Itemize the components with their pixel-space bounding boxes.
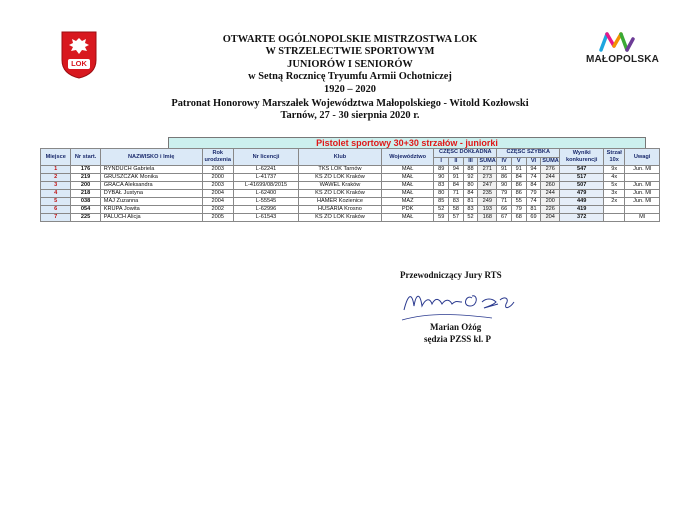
cell-series-vi: 74 bbox=[526, 198, 541, 206]
cell-series-v: 91 bbox=[511, 166, 526, 174]
cell-year: 2004 bbox=[202, 198, 233, 206]
cell-name: RYNDUCH Gabriela bbox=[100, 166, 202, 174]
table-row bbox=[41, 182, 660, 190]
col-license: Nr licencji bbox=[234, 149, 299, 166]
cell-series-iv: 67 bbox=[497, 214, 512, 222]
table-row bbox=[41, 190, 660, 198]
cell-name: MAJ Zuzanna bbox=[100, 198, 202, 206]
cell-sum-precision: 168 bbox=[478, 214, 497, 222]
cell-series-ii: 71 bbox=[449, 190, 464, 198]
cell-year: 2002 bbox=[202, 206, 233, 214]
header-title: OTWARTE OGÓLNOPOLSKIE MISTRZOSTWA LOK bbox=[222, 34, 478, 45]
cell-series-ii: 58 bbox=[449, 206, 464, 214]
cell-club: HUSARIA Krosno bbox=[299, 206, 382, 214]
results-table bbox=[40, 148, 660, 222]
cell-nr: 219 bbox=[71, 174, 100, 182]
cell-result: 372 bbox=[560, 214, 604, 222]
col-voivodeship: Województwo bbox=[381, 149, 433, 166]
cell-club: WAWEL Kraków bbox=[299, 182, 382, 190]
header-place-date: Tarnów, 27 - 30 sierpnia 2020 r. bbox=[280, 110, 420, 122]
cell-series-i: 85 bbox=[434, 198, 449, 206]
cell-series-iii: 88 bbox=[463, 166, 478, 174]
cell-sum-precision: 193 bbox=[478, 206, 497, 214]
cell-sum-rapid: 204 bbox=[541, 214, 560, 222]
cell-year: 2005 bbox=[202, 214, 233, 222]
cell-voivodeship: MAŁ bbox=[381, 174, 433, 182]
cell-sum-rapid: 276 bbox=[541, 166, 560, 174]
cell-nr: 225 bbox=[71, 214, 100, 222]
cell-series-i: 59 bbox=[434, 214, 449, 222]
col-series-i: I bbox=[434, 157, 449, 166]
cell-license: L-61543 bbox=[234, 214, 299, 222]
cell-series-ii: 94 bbox=[449, 166, 464, 174]
cell-series-i: 89 bbox=[434, 166, 449, 174]
col-club: Klub bbox=[299, 149, 382, 166]
cell-x10: 5x bbox=[604, 182, 625, 190]
cell-club: KS ZO LOK Kraków bbox=[299, 214, 382, 222]
cell-x10 bbox=[604, 206, 625, 214]
cell-sum-precision: 271 bbox=[478, 166, 497, 174]
cell-notes: Jun. Ml bbox=[625, 198, 660, 206]
cell-series-v: 55 bbox=[511, 198, 526, 206]
cell-nr: 200 bbox=[71, 182, 100, 190]
header-subtitle-1: W STRZELECTWIE SPORTOWYM bbox=[265, 46, 435, 58]
cell-nr: 054 bbox=[71, 206, 100, 214]
cell-series-ii: 84 bbox=[449, 182, 464, 190]
cell-series-iv: 86 bbox=[497, 174, 512, 182]
cell-voivodeship: MAŁ bbox=[381, 166, 433, 174]
lok-logo-text: LOK bbox=[71, 59, 87, 68]
cell-series-i: 52 bbox=[434, 206, 449, 214]
cell-series-ii: 57 bbox=[449, 214, 464, 222]
header-dedication: w Setną Rocznicę Tryumfu Armii Ochotniczej bbox=[248, 71, 452, 83]
results-table-wrap bbox=[40, 137, 660, 222]
col-series-vi: VI bbox=[526, 157, 541, 166]
malopolska-logo bbox=[585, 30, 660, 72]
cell-sum-rapid: 200 bbox=[541, 198, 560, 206]
col-series-ii: II bbox=[449, 157, 464, 166]
cell-series-iv: 71 bbox=[497, 198, 512, 206]
cell-place: 3 bbox=[41, 182, 71, 190]
col-nr: Nr start. bbox=[71, 149, 100, 166]
cell-place: 4 bbox=[41, 190, 71, 198]
cell-series-iii: 80 bbox=[463, 182, 478, 190]
cell-notes: Jun. Ml bbox=[625, 166, 660, 174]
cell-series-v: 79 bbox=[511, 206, 526, 214]
cell-sum-precision: 235 bbox=[478, 190, 497, 198]
col-series-v: V bbox=[511, 157, 526, 166]
cell-series-vi: 94 bbox=[526, 166, 541, 174]
cell-x10: 3x bbox=[604, 190, 625, 198]
cell-club: TKS LOK Tarnów bbox=[299, 166, 382, 174]
cell-place: 6 bbox=[41, 206, 71, 214]
cell-series-iii: 83 bbox=[463, 206, 478, 214]
cell-result: 547 bbox=[560, 166, 604, 174]
cell-name: GRACA Aleksandra bbox=[100, 182, 202, 190]
cell-license: L-41737 bbox=[234, 174, 299, 182]
cell-notes: Jun. Ml bbox=[625, 190, 660, 198]
cell-series-iv: 66 bbox=[497, 206, 512, 214]
cell-notes: Ml bbox=[625, 214, 660, 222]
cell-sum-rapid: 244 bbox=[541, 174, 560, 182]
cell-sum-rapid: 244 bbox=[541, 190, 560, 198]
malopolska-logo-text: MAŁOPOLSKA bbox=[585, 54, 660, 65]
cell-x10: 4x bbox=[604, 174, 625, 182]
cell-series-iii: 81 bbox=[463, 198, 478, 206]
cell-series-iii: 84 bbox=[463, 190, 478, 198]
col-sum-rapid: SUMA bbox=[542, 157, 559, 164]
cell-club: HAMER Kozienice bbox=[299, 198, 382, 206]
cell-license: L-62996 bbox=[234, 206, 299, 214]
cell-voivodeship: MAŁ bbox=[381, 182, 433, 190]
cell-notes: Jun. Ml bbox=[625, 182, 660, 190]
cell-series-v: 86 bbox=[511, 182, 526, 190]
col-x10: Strzał 10x bbox=[604, 149, 625, 166]
cell-series-vi: 74 bbox=[526, 174, 541, 182]
cell-sum-rapid: 226 bbox=[541, 206, 560, 214]
cell-series-v: 86 bbox=[511, 190, 526, 198]
cell-result: 507 bbox=[560, 182, 604, 190]
col-place: Miejsce bbox=[41, 149, 71, 166]
cell-result: 479 bbox=[560, 190, 604, 198]
cell-result: 419 bbox=[560, 206, 604, 214]
col-notes: Uwagi bbox=[625, 149, 660, 166]
cell-series-iii: 52 bbox=[463, 214, 478, 222]
cell-nr: 218 bbox=[71, 190, 100, 198]
cell-club: KS ZO LOK Kraków bbox=[299, 190, 382, 198]
handwritten-signature bbox=[400, 284, 530, 326]
cell-series-iv: 90 bbox=[497, 182, 512, 190]
cell-series-v: 84 bbox=[511, 174, 526, 182]
cell-voivodeship: PDK bbox=[381, 206, 433, 214]
cell-series-i: 83 bbox=[434, 182, 449, 190]
col-name: NAZWISKO i Imię bbox=[100, 149, 202, 166]
cell-voivodeship: MAZ bbox=[381, 198, 433, 206]
cell-name: GRUSZCZAK Monika bbox=[100, 174, 202, 182]
group-precision: CZĘŚĆ DOKŁADNA bbox=[434, 149, 497, 158]
cell-notes bbox=[625, 174, 660, 182]
cell-year: 2003 bbox=[202, 166, 233, 174]
cell-license: L-41699/08/2015 bbox=[234, 182, 299, 190]
cell-name: KRUPA Jowita bbox=[100, 206, 202, 214]
cell-sum-precision: 247 bbox=[478, 182, 497, 190]
cell-club: KS ZO LOK Kraków bbox=[299, 174, 382, 182]
cell-series-i: 90 bbox=[434, 174, 449, 182]
cell-sum-precision: 249 bbox=[478, 198, 497, 206]
cell-x10: 2x bbox=[604, 198, 625, 206]
cell-name: PALUCH Alicja bbox=[100, 214, 202, 222]
cell-series-iv: 79 bbox=[497, 190, 512, 198]
cell-series-vi: 84 bbox=[526, 182, 541, 190]
cell-license: L-62241 bbox=[234, 166, 299, 174]
jury-chair-title: Przewodniczący Jury RTS bbox=[400, 270, 502, 280]
table-row bbox=[41, 198, 660, 206]
cell-license: L-55545 bbox=[234, 198, 299, 206]
cell-series-ii: 83 bbox=[449, 198, 464, 206]
table-row bbox=[41, 214, 660, 222]
table-title: Pistolet sportowy 30+30 strzałów - juniorki bbox=[168, 137, 646, 148]
cell-series-vi: 81 bbox=[526, 206, 541, 214]
cell-place: 7 bbox=[41, 214, 71, 222]
judge-name: Marian Ożóg bbox=[430, 322, 482, 332]
cell-series-iii: 92 bbox=[463, 174, 478, 182]
cell-notes bbox=[625, 206, 660, 214]
cell-place: 1 bbox=[41, 166, 71, 174]
cell-sum-precision: 273 bbox=[478, 174, 497, 182]
table-row bbox=[41, 166, 660, 174]
cell-year: 2004 bbox=[202, 190, 233, 198]
header-subtitle-2: JUNIORÓW I SENIORÓW bbox=[287, 58, 413, 70]
cell-result: 449 bbox=[560, 198, 604, 206]
lok-logo bbox=[60, 30, 98, 80]
cell-voivodeship: MAŁ bbox=[381, 190, 433, 198]
cell-sum-rapid: 260 bbox=[541, 182, 560, 190]
judge-role: sędzia PZSS kl. P bbox=[424, 334, 492, 344]
cell-place: 5 bbox=[41, 198, 71, 206]
table-row bbox=[41, 174, 660, 182]
cell-series-iv: 91 bbox=[497, 166, 512, 174]
cell-name: DYBAŁ Justyna bbox=[100, 190, 202, 198]
cell-x10: 9x bbox=[604, 166, 625, 174]
cell-series-v: 68 bbox=[511, 214, 526, 222]
cell-license: L-62400 bbox=[234, 190, 299, 198]
header-patronage: Patronat Honorowy Marszałek Województwa Małopolskiego - Witold Kozłowski bbox=[171, 98, 529, 110]
col-sum-precision: SUMA bbox=[479, 157, 496, 164]
header-years: 1920 – 2020 bbox=[324, 83, 376, 95]
cell-result: 517 bbox=[560, 174, 604, 182]
col-series-iv: IV bbox=[497, 157, 512, 166]
table-row bbox=[41, 206, 660, 214]
cell-year: 2000 bbox=[202, 174, 233, 182]
cell-nr: 176 bbox=[71, 166, 100, 174]
cell-series-i: 80 bbox=[434, 190, 449, 198]
document-header bbox=[150, 34, 550, 123]
col-year: Rok urodzenia bbox=[202, 149, 233, 166]
cell-x10 bbox=[604, 214, 625, 222]
col-series-iii: III bbox=[463, 157, 478, 166]
col-result: Wyniki konkurencji bbox=[560, 149, 604, 166]
cell-series-ii: 91 bbox=[449, 174, 464, 182]
group-rapid: CZĘŚĆ SZYBKA bbox=[497, 149, 560, 158]
cell-series-vi: 69 bbox=[526, 214, 541, 222]
cell-nr: 038 bbox=[71, 198, 100, 206]
cell-place: 2 bbox=[41, 174, 71, 182]
cell-year: 2003 bbox=[202, 182, 233, 190]
cell-voivodeship: MAŁ bbox=[381, 214, 433, 222]
cell-series-vi: 79 bbox=[526, 190, 541, 198]
